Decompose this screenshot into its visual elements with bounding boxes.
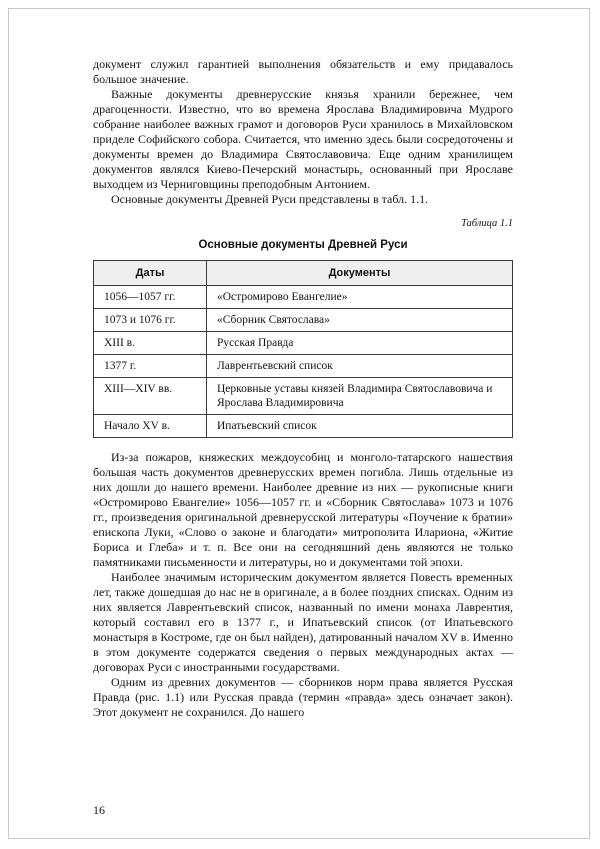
table-caption: Таблица 1.1 — [461, 218, 513, 229]
table-row — [94, 378, 513, 415]
date-cell: Начало XV в. — [94, 415, 207, 438]
table-header-row — [94, 261, 513, 286]
paragraph-1: документ служил гарантией выполнения обязательств и ему придавалось большое значение. — [93, 57, 513, 86]
doc-cell: Ипатьевский список — [207, 415, 513, 438]
date-cell: 1056—1057 гг. — [94, 286, 207, 309]
date-cell: XIII в. — [94, 332, 207, 355]
paragraph-4: Из-за пожаров, княжеских междоусобиц и монголо-татарского нашествия большая часть документов древнерусских времен погибла. Лишь отдельные из них дошли до нашего времени. Наиболее древние из них — рукописные книги «Остромирово Евангелие» 1056—1057 гг. и «Сборник Святослава» 1073 и 1076 гг., произведения оригинальной древнерусской литературы «Поучение к братии» епископа Луки, «Слово о законе и благодати» митрополита Илариона, «Житие Бориса и Глеба» и т. п. Все они на сегодняшний день являются не только памятниками письменности и литературы, но и документами той эпохи. — [93, 450, 513, 569]
documents-table — [93, 260, 513, 438]
table-row — [94, 332, 513, 355]
page-number: 16 — [93, 803, 105, 817]
doc-cell: Лаврентьевский список — [207, 355, 513, 378]
paragraph-6: Одним из древних документов — сборников норм права является Русская Правда (рис. 1.1) или Русская правда (термин «правда» здесь означает закон). Этот документ не сохранился. До нашего — [93, 675, 513, 719]
table-row — [94, 286, 513, 309]
date-cell: 1377 г. — [94, 355, 207, 378]
table-title: Основные документы Древней Руси — [198, 239, 408, 251]
date-cell: 1073 и 1076 гг. — [94, 309, 207, 332]
doc-cell: «Остромирово Евангелие» — [207, 286, 513, 309]
date-cell: XIII—XIV вв. — [94, 378, 207, 415]
table-row — [94, 415, 513, 438]
table-header-dates: Даты — [94, 261, 207, 286]
paragraph-2: Важные документы древнерусские князья хранили бережнее, чем драгоценности. Известно, что во времена Ярослава Владимировича Мудрого собрание наиболее важных грамот и договоров Руси хранилось в Михайловском приделе Софийского собора. Считается, что именно здесь были сосредоточены и документы времен до Владимира Святославовича. Еще одним хранилищем документов являлся Киево-Печерский монастырь, основанный при Ярославе выходцем из Черниговщины преподобным Антонием. — [93, 87, 513, 191]
doc-cell: Церковные уставы князей Владимира Святославовича и Ярослава Владимировича — [207, 378, 513, 415]
doc-cell: Русская Правда — [207, 332, 513, 355]
paragraph-3: Основные документы Древней Руси представлены в табл. 1.1. — [111, 192, 429, 206]
book-page — [8, 8, 590, 839]
paragraph-5: Наиболее значимым историческим документом является Повесть временных лет, также дошедшая до нас не в оригинале, а в более поздних списках. Одним из них является Лаврентьевский список, названный по имени монаха Лаврентия, который составил его в 1377 г., и Ипатьевский список (от Ипатьевского монастыря в Костроме, где он был найден), датированный началом XV в. Именно в этом документе содержатся сведения о первых международных актах — договорах Руси с иностранными государствами. — [93, 570, 513, 674]
table-row — [94, 355, 513, 378]
table-header-docs: Документы — [207, 261, 513, 286]
body-text — [93, 57, 513, 720]
doc-cell: «Сборник Святослава» — [207, 309, 513, 332]
table-row — [94, 309, 513, 332]
